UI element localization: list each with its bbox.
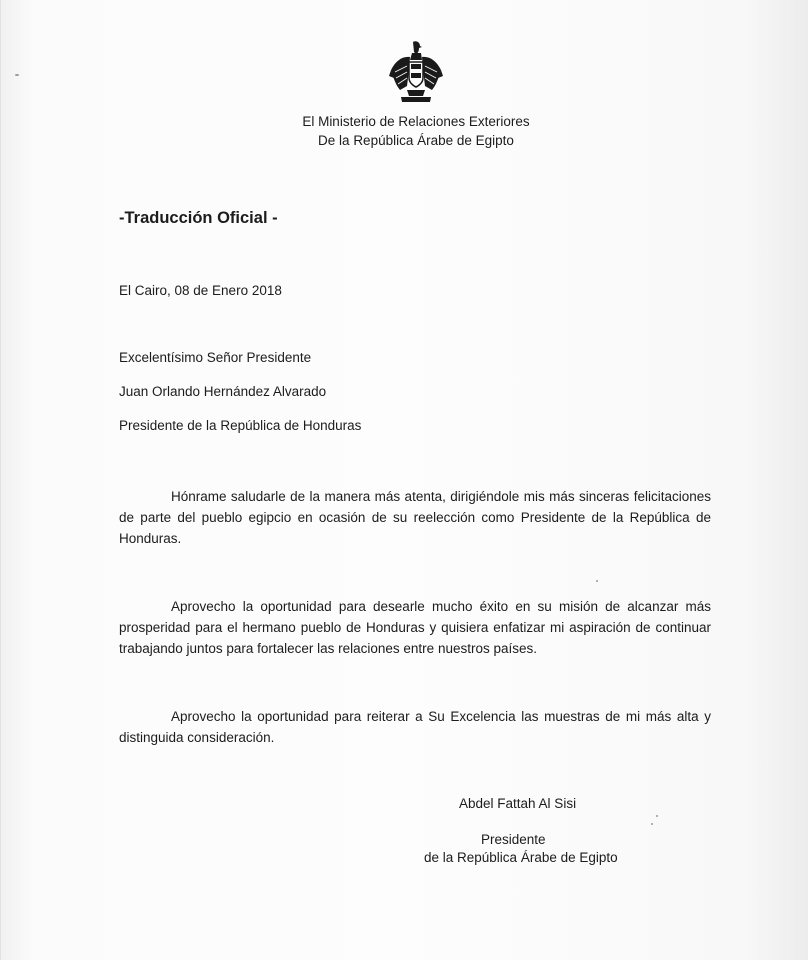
recipient-salutation: Excelentísimo Señor Presidente (119, 350, 312, 365)
signature-name: Abdel Fattah Al Sisi (459, 796, 577, 811)
signature-title: Presidente (481, 832, 546, 847)
paragraph-closing: Aprovecho la oportunidad para reiterar a Su Excelencia las muestras de mi más alta y distinguida consideración. (119, 709, 711, 745)
signature-country: de la República Árabe de Egipto (424, 850, 618, 865)
ministry-line-1: El Ministerio de Relaciones Exteriores (302, 114, 530, 129)
ministry-header (241, 112, 591, 150)
scan-speck (596, 580, 598, 582)
place-date: El Cairo, 08 de Enero 2018 (119, 283, 282, 298)
scan-speck (656, 815, 658, 817)
paragraph-congratulations: Hónrame saludarle de la manera más atenta, dirigiéndole mis más sinceras felicitaciones de parte del pueblo egipcio en ocasión de su reelección como Presidente de la República de Honduras. (119, 489, 711, 546)
paragraph-wishes: Aprovecho la oportunidad para desearle mucho éxito en su misión de alcanzar más prosperidad para el hermano pueblo de Honduras y quisiera enfatizar mi aspiración de continuar trabajando juntos para fortalecer las relaciones entre nuestros países. (119, 599, 711, 656)
ministry-line-2: De la República Árabe de Egipto (318, 133, 514, 148)
document-title: -Traducción Oficial - (119, 209, 278, 227)
eagle-of-saladin-icon (387, 40, 445, 104)
recipient-name: Juan Orlando Hernández Alvarado (119, 384, 327, 399)
recipient-position: Presidente de la República de Honduras (119, 418, 362, 433)
scan-speck (15, 74, 19, 76)
scan-speck (651, 823, 653, 825)
